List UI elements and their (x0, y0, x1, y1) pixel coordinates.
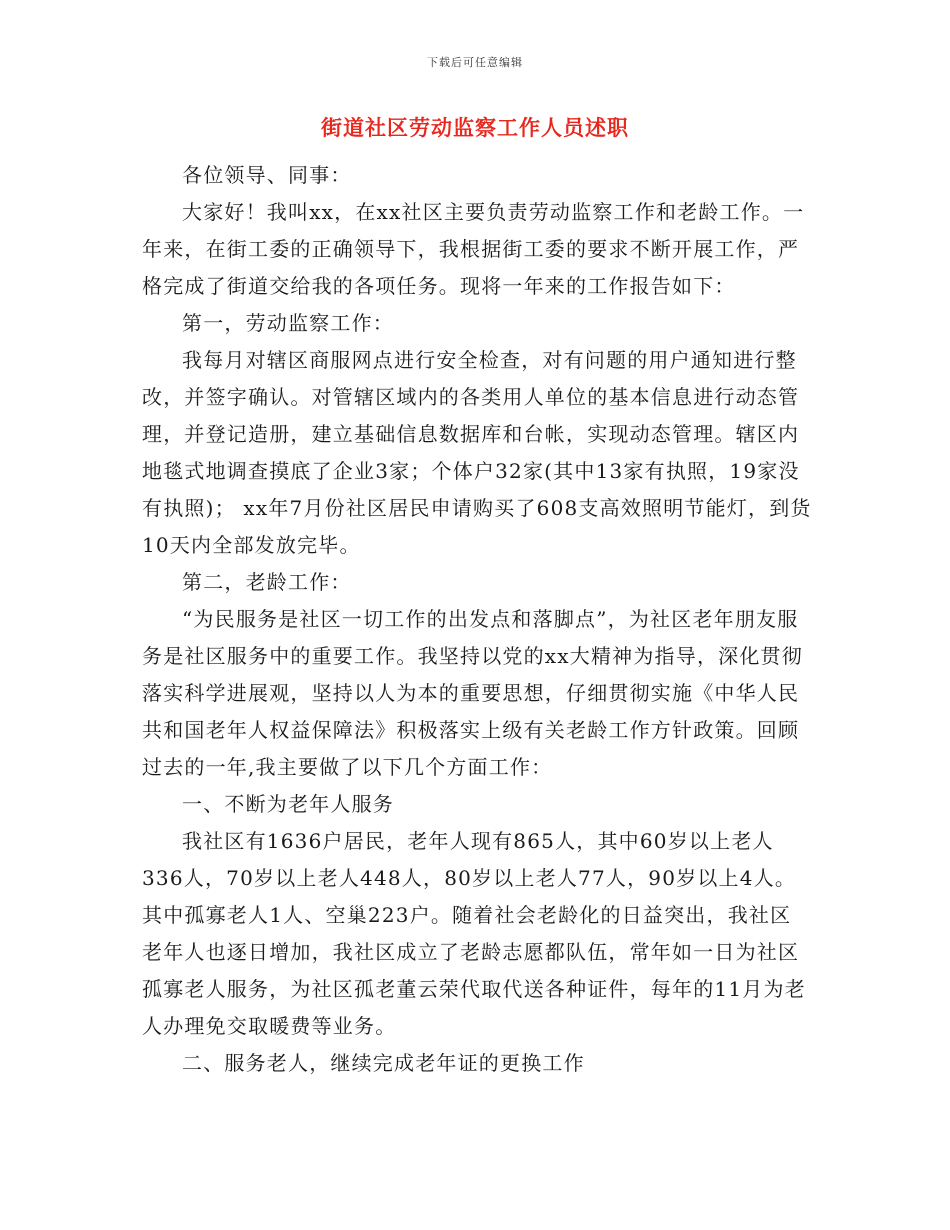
document-title: 街道社区劳动监察工作人员述职 (321, 116, 629, 140)
section-heading-elderly: 第二，老龄工作： (182, 570, 352, 594)
salutation: 各位领导、同事： (182, 163, 352, 187)
intro-paragraph: 大家好！我叫xx，在xx社区主要负责劳动监察工作和老龄工作。一年来，在街工委的正确领导下，我根据街工委的要求不断开展工作，严格完成了街道交给我的各项任务。现将一年来的工作报告如下： (142, 200, 805, 298)
subheading-certificate: 二、服务老人，继续完成老年证的更换工作 (182, 1051, 585, 1075)
header-note: 下载后可任意编辑 (427, 56, 523, 69)
labor-paragraph: 我每月对辖区商服网点进行安全检查，对有问题的用户通知进行整改，并签字确认。对管辖区域内的各类用人单位的基本信息进行动态管理，并登记造册，建立基础信息数据库和台帐，实现动态管理。辖区内地毯式地调查摸底了企业3家；个体户32家(其中13家有执照，19家没有执照)； xx年7月份社区居民申请购买了608支高效照明节能灯，到货10天内全部发放完毕。 (142, 348, 812, 557)
residents-paragraph: 我社区有1636户居民，老年人现有865人，其中60岁以上老人336人，70岁以上老人448人，80岁以上老人77人，90岁以上4人。其中孤寡老人1人、空巢223户。随着社会老龄化的日益突出，我社区老年人也逐日增加，我社区成立了老龄志愿都队伍，常年如一日为社区孤寡老人服务，为社区孤老董云荣代取代送各种证件，每年的11月为老人办理免交取暖费等业务。 (142, 829, 806, 1038)
subheading-serve-elderly: 一、不断为老年人服务 (182, 792, 394, 816)
section-heading-labor: 第一，劳动监察工作： (182, 311, 394, 335)
elderly-paragraph: “为民服务是社区一切工作的出发点和落脚点”，为社区老年朋友服务是社区服务中的重要工作。我坚持以党的xx大精神为指导，深化贯彻落实科学进展观，坚持以人为本的重要思想，仔细贯彻实施《中华人民共和国老年人权益保障法》积极落实上级有关老龄工作方针政策。回顾过去的一年,我主要做了以下几个方面工作： (142, 607, 803, 779)
document-body (142, 157, 812, 1082)
